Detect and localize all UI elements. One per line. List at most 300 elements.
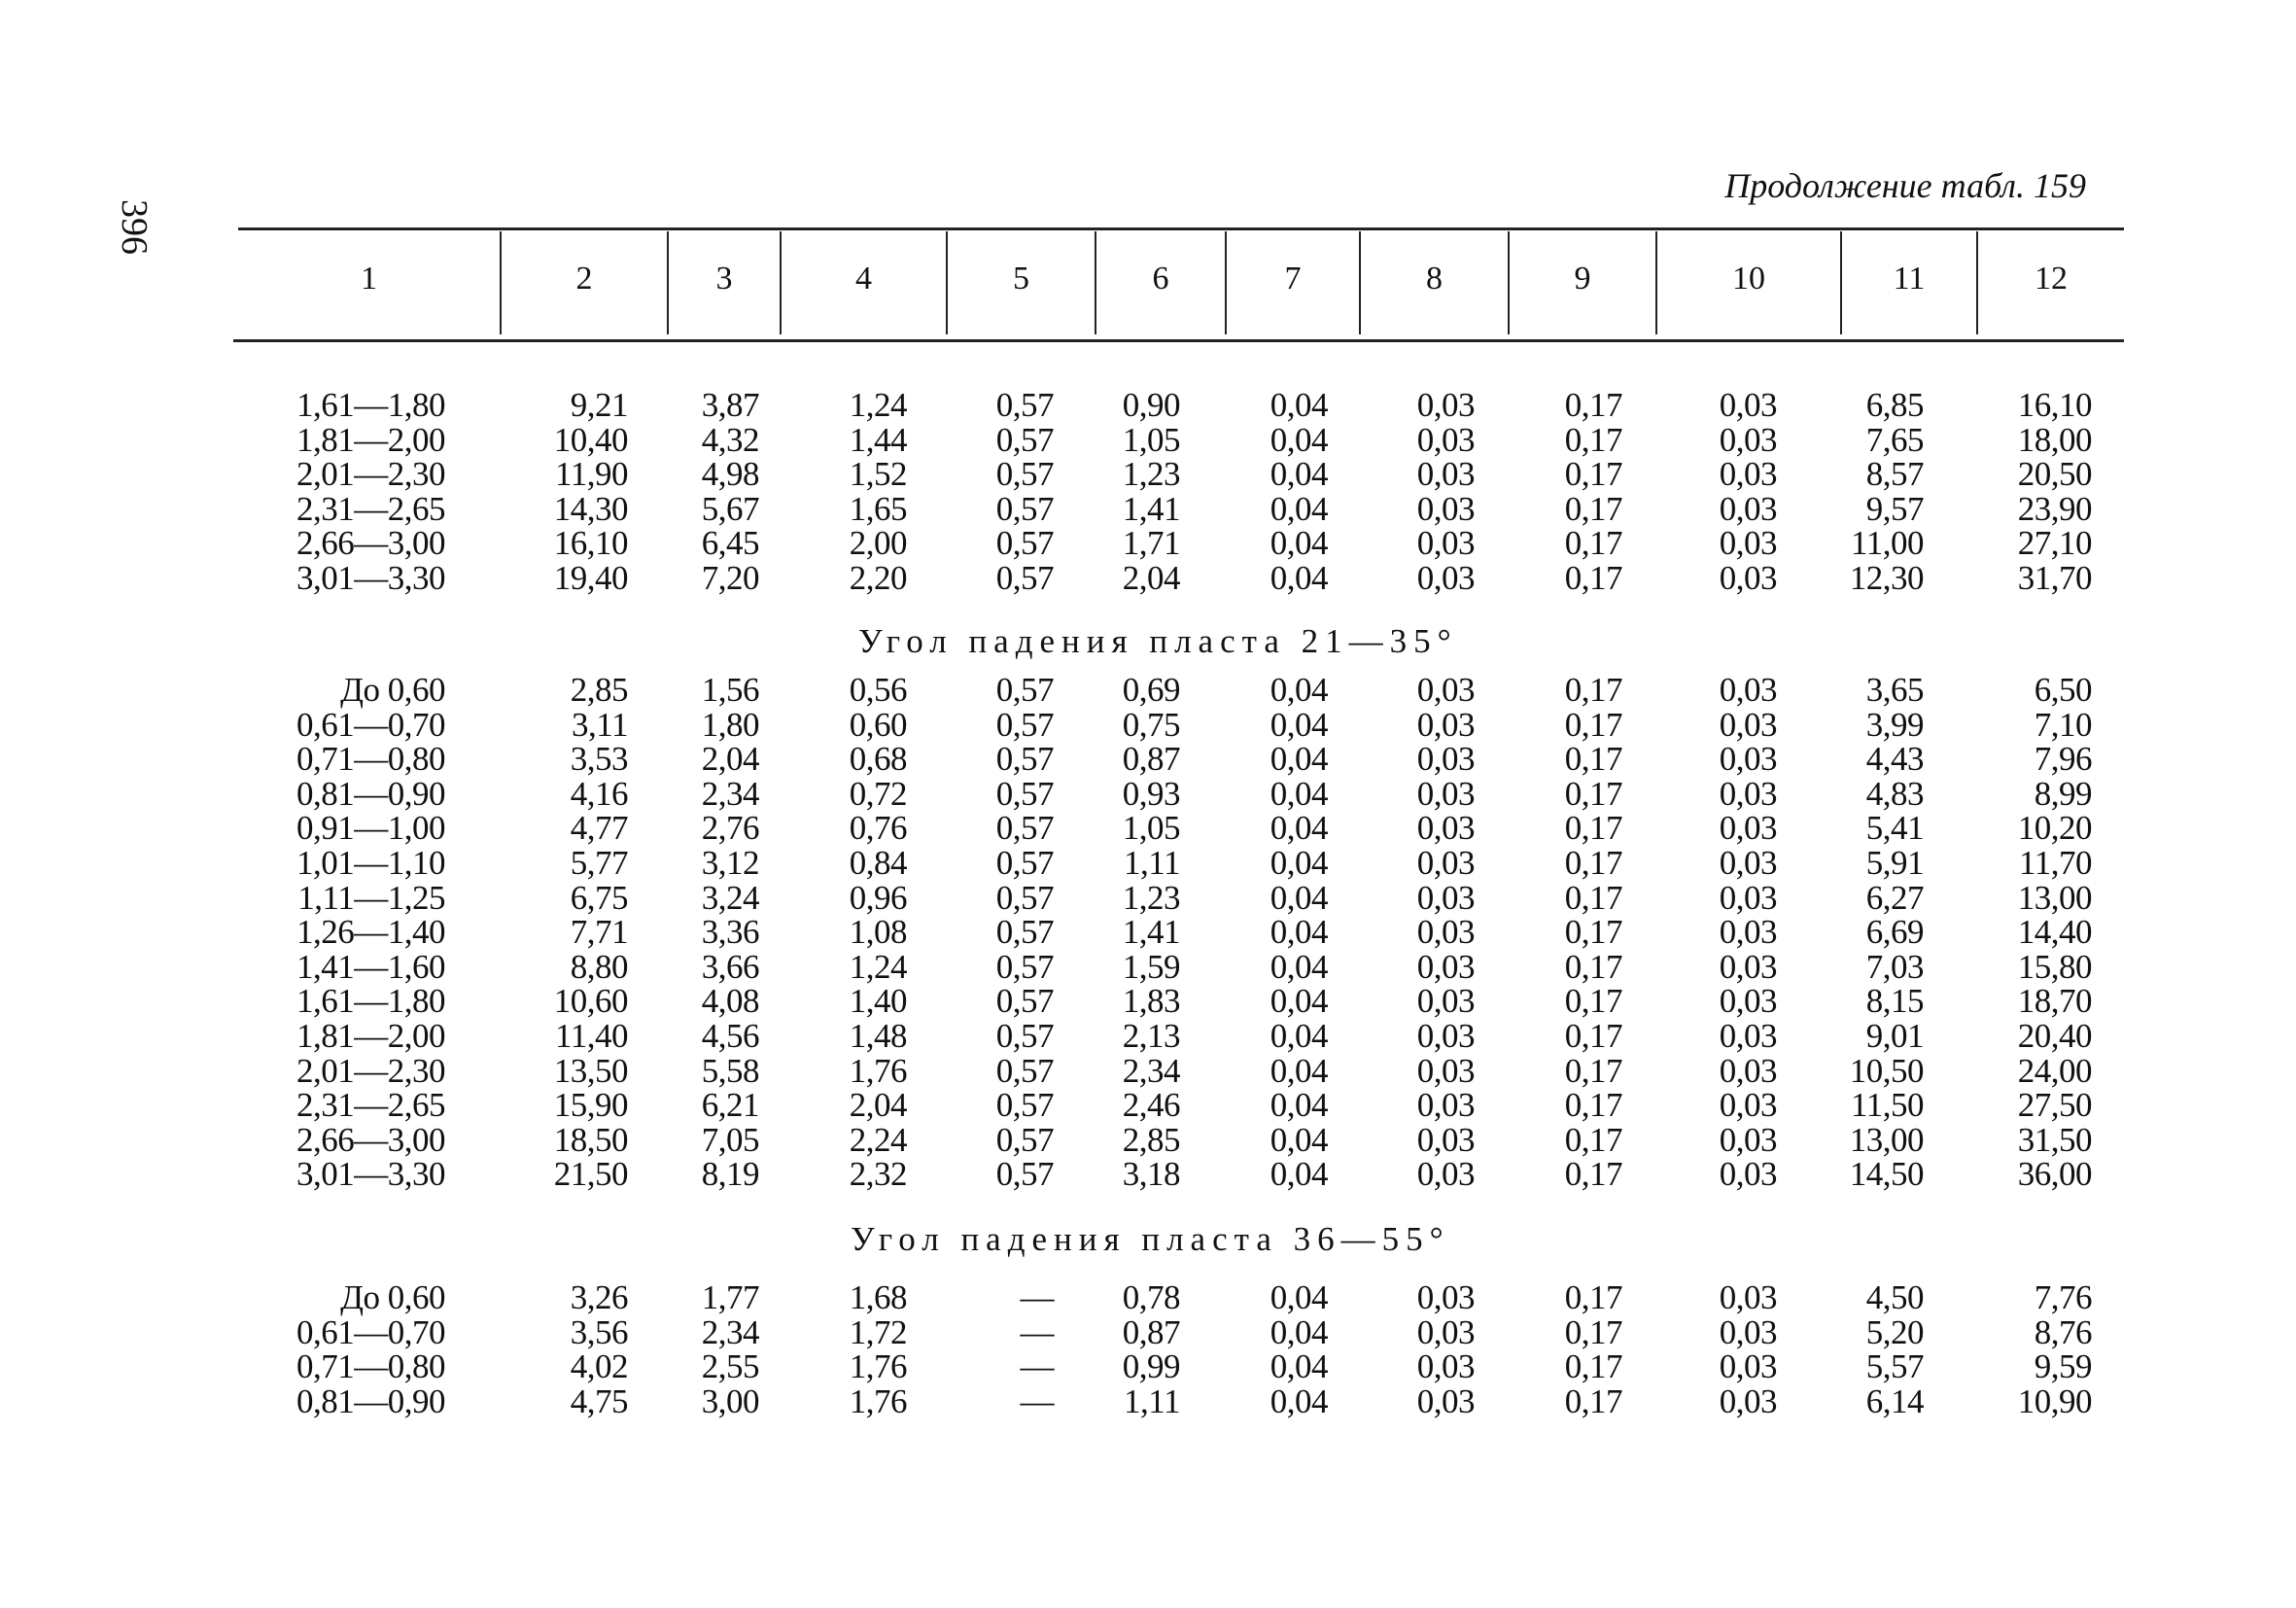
table-cell-col-11: 5,41 bbox=[1865, 809, 1924, 848]
table-cell-col-2: 6,75 bbox=[570, 878, 628, 917]
table-cell-col-12: 7,96 bbox=[2034, 740, 2092, 779]
table-cell-col-6: 0,93 bbox=[1122, 774, 1180, 813]
table-cell-col-11: 11,00 bbox=[1851, 524, 1924, 563]
table-cell-col-7: 0,04 bbox=[1270, 705, 1328, 744]
table-cell-col-10: 0,03 bbox=[1719, 1312, 1777, 1351]
table-cell-col-4: 1,48 bbox=[849, 1017, 907, 1055]
table-cell-col-11: 13,00 bbox=[1849, 1120, 1924, 1159]
table-cell-col-4: 1,72 bbox=[849, 1312, 907, 1351]
table-cell-col-8: 0,03 bbox=[1416, 1086, 1475, 1125]
column-header-9: 9 bbox=[1574, 261, 1591, 297]
column-header-6: 6 bbox=[1152, 261, 1169, 297]
table-cell-col-1: 2,66—3,00 bbox=[296, 1120, 445, 1159]
table-cell-col-2: 3,11 bbox=[572, 705, 628, 744]
table-cell-col-9: 0,17 bbox=[1564, 559, 1622, 597]
table-cell-col-4: 0,72 bbox=[849, 774, 907, 813]
table-cell-col-1: 1,81—2,00 bbox=[296, 420, 445, 459]
table-cell-col-12: 11,70 bbox=[2019, 844, 2092, 882]
table-cell-col-9: 0,17 bbox=[1564, 671, 1622, 709]
table-cell-col-2: 2,85 bbox=[570, 671, 628, 709]
table-cell-col-3: 2,04 bbox=[701, 740, 759, 779]
table-cell-col-1: 1,61—1,80 bbox=[296, 386, 445, 424]
table-cell-col-10: 0,03 bbox=[1719, 1381, 1777, 1420]
table-cell-col-10: 0,03 bbox=[1719, 740, 1777, 779]
table-cell-col-7: 0,04 bbox=[1270, 1086, 1328, 1125]
table-cell-col-2: 3,26 bbox=[570, 1278, 628, 1316]
table-cell-col-3: 8,19 bbox=[701, 1155, 759, 1194]
table-cell-col-9: 0,17 bbox=[1564, 1278, 1622, 1316]
table-cell-col-8: 0,03 bbox=[1416, 1381, 1475, 1420]
table-cell-col-4: 2,24 bbox=[849, 1120, 907, 1159]
table-cell-col-3: 5,58 bbox=[701, 1051, 759, 1090]
table-cell-col-12: 36,00 bbox=[2017, 1155, 2092, 1194]
table-cell-col-1: До 0,60 bbox=[340, 671, 445, 709]
table-cell-col-10: 0,03 bbox=[1719, 524, 1777, 563]
table-cell-col-3: 4,56 bbox=[701, 1017, 759, 1055]
column-header-8: 8 bbox=[1426, 261, 1443, 297]
table-cell-col-8: 0,03 bbox=[1416, 1312, 1475, 1351]
table-cell-col-2: 4,02 bbox=[570, 1347, 628, 1386]
table-cell-col-10: 0,03 bbox=[1719, 1086, 1777, 1125]
table-cell-col-9: 0,17 bbox=[1564, 489, 1622, 528]
table-cell-col-2: 8,80 bbox=[570, 947, 628, 986]
table-cell-col-2: 16,10 bbox=[553, 524, 628, 563]
table-cell-col-3: 4,98 bbox=[701, 455, 759, 494]
table-cell-col-8: 0,03 bbox=[1416, 1278, 1475, 1316]
table-row bbox=[0, 774, 2296, 813]
table-cell-col-7: 0,04 bbox=[1270, 489, 1328, 528]
table-cell-col-10: 0,03 bbox=[1719, 1017, 1777, 1055]
table-row bbox=[0, 1312, 2296, 1351]
table-cell-col-5: 0,57 bbox=[995, 1051, 1054, 1090]
table-cell-col-10: 0,03 bbox=[1719, 1155, 1777, 1194]
table-cell-col-8: 0,03 bbox=[1416, 386, 1475, 424]
table-cell-col-2: 4,75 bbox=[570, 1381, 628, 1420]
table-row bbox=[0, 844, 2296, 882]
table-cell-col-5: 0,57 bbox=[995, 489, 1054, 528]
table-cell-col-10: 0,03 bbox=[1719, 455, 1777, 494]
column-header-2: 2 bbox=[575, 261, 593, 297]
column-header-1: 1 bbox=[361, 261, 377, 297]
table-cell-col-12: 27,10 bbox=[2017, 524, 2092, 563]
table-cell-col-9: 0,17 bbox=[1564, 524, 1622, 563]
section-title-36-55: Угол падения пласта 36—55° bbox=[851, 1220, 1450, 1258]
table-cell-col-7: 0,04 bbox=[1270, 913, 1328, 952]
table-cell-col-3: 2,34 bbox=[701, 774, 759, 813]
table-row bbox=[0, 1381, 2296, 1420]
table-cell-col-2: 13,50 bbox=[553, 1051, 628, 1090]
table-cell-col-6: 3,18 bbox=[1122, 1155, 1180, 1194]
table-cell-col-9: 0,17 bbox=[1564, 878, 1622, 917]
table-row bbox=[0, 455, 2296, 494]
table-cell-col-10: 0,03 bbox=[1719, 878, 1777, 917]
table-cell-col-5: 0,57 bbox=[995, 455, 1054, 494]
table-cell-col-9: 0,17 bbox=[1564, 740, 1622, 779]
table-cell-col-11: 9,01 bbox=[1865, 1017, 1924, 1055]
table-cell-col-8: 0,03 bbox=[1416, 947, 1475, 986]
table-cell-col-5: 0,57 bbox=[995, 1017, 1054, 1055]
column-header-3: 3 bbox=[715, 261, 733, 297]
table-cell-col-12: 8,99 bbox=[2034, 774, 2092, 813]
table-row bbox=[0, 1278, 2296, 1316]
section-title-21-35: Угол падения пласта 21—35° bbox=[858, 622, 1458, 660]
table-row bbox=[0, 740, 2296, 779]
table-cell-col-1: 0,61—0,70 bbox=[296, 705, 445, 744]
table-row bbox=[0, 420, 2296, 459]
table-cell-col-12: 7,10 bbox=[2034, 705, 2092, 744]
table-cell-col-7: 0,04 bbox=[1270, 386, 1328, 424]
table-cell-col-3: 2,34 bbox=[701, 1312, 759, 1351]
table-cell-col-2: 7,71 bbox=[570, 913, 628, 952]
table-cell-col-8: 0,03 bbox=[1416, 1051, 1475, 1090]
table-cell-col-9: 0,17 bbox=[1564, 1051, 1622, 1090]
table-row bbox=[0, 671, 2296, 709]
table-cell-col-2: 11,40 bbox=[555, 1017, 628, 1055]
table-cell-col-2: 11,90 bbox=[555, 455, 628, 494]
table-cell-col-3: 3,12 bbox=[701, 844, 759, 882]
table-cell-col-6: 1,11 bbox=[1124, 1381, 1180, 1420]
table-row bbox=[0, 559, 2296, 597]
table-row bbox=[0, 1086, 2296, 1125]
table-cell-col-12: 31,70 bbox=[2017, 559, 2092, 597]
table-cell-col-7: 0,04 bbox=[1270, 420, 1328, 459]
table-cell-col-9: 0,17 bbox=[1564, 809, 1622, 848]
table-cell-col-5: 0,57 bbox=[995, 982, 1054, 1021]
table-cell-col-6: 1,41 bbox=[1122, 489, 1180, 528]
table-cell-col-12: 18,00 bbox=[2017, 420, 2092, 459]
table-cell-col-4: 1,76 bbox=[849, 1051, 907, 1090]
table-cell-col-7: 0,04 bbox=[1270, 671, 1328, 709]
table-cell-col-10: 0,03 bbox=[1719, 1347, 1777, 1386]
table-cell-col-4: 1,52 bbox=[849, 455, 907, 494]
table-cell-col-11: 10,50 bbox=[1849, 1051, 1924, 1090]
table-cell-col-3: 3,87 bbox=[701, 386, 759, 424]
table-cell-col-2: 3,56 bbox=[570, 1312, 628, 1351]
column-header-12: 12 bbox=[2035, 261, 2068, 297]
table-cell-col-4: 2,32 bbox=[849, 1155, 907, 1194]
table-cell-col-6: 0,87 bbox=[1122, 740, 1180, 779]
table-cell-col-5: 0,57 bbox=[995, 1155, 1054, 1194]
table-cell-col-2: 10,60 bbox=[553, 982, 628, 1021]
table-cell-col-9: 0,17 bbox=[1564, 844, 1622, 882]
table-cell-col-8: 0,03 bbox=[1416, 878, 1475, 917]
table-cell-col-7: 0,04 bbox=[1270, 878, 1328, 917]
table-cell-col-6: 0,78 bbox=[1122, 1278, 1180, 1316]
table-cell-col-8: 0,03 bbox=[1416, 1017, 1475, 1055]
table-cell-col-6: 1,23 bbox=[1122, 455, 1180, 494]
table-row bbox=[0, 1120, 2296, 1159]
table-row bbox=[0, 386, 2296, 424]
table-cell-col-5: 0,57 bbox=[995, 420, 1054, 459]
table-cell-col-3: 3,24 bbox=[701, 878, 759, 917]
table-cell-col-2: 21,50 bbox=[553, 1155, 628, 1194]
table-cell-col-10: 0,03 bbox=[1719, 420, 1777, 459]
table-cell-col-11: 8,15 bbox=[1865, 982, 1924, 1021]
table-cell-col-11: 3,99 bbox=[1865, 705, 1924, 744]
table-cell-col-10: 0,03 bbox=[1719, 1120, 1777, 1159]
table-cell-col-1: До 0,60 bbox=[340, 1278, 445, 1316]
table-cell-col-12: 27,50 bbox=[2017, 1086, 2092, 1125]
table-cell-col-11: 3,65 bbox=[1865, 671, 1924, 709]
table-cell-col-5: — bbox=[1020, 1347, 1054, 1386]
table-cell-col-10: 0,03 bbox=[1719, 1051, 1777, 1090]
table-cell-col-6: 2,85 bbox=[1122, 1120, 1180, 1159]
table-cell-col-1: 0,61—0,70 bbox=[296, 1312, 445, 1351]
table-row bbox=[0, 1347, 2296, 1386]
table-cell-col-10: 0,03 bbox=[1719, 982, 1777, 1021]
table-cell-col-3: 1,77 bbox=[701, 1278, 759, 1316]
table-cell-col-3: 3,00 bbox=[701, 1381, 759, 1420]
table-cell-col-8: 0,03 bbox=[1416, 1155, 1475, 1194]
table-cell-col-1: 1,61—1,80 bbox=[296, 982, 445, 1021]
column-header-4: 4 bbox=[855, 261, 872, 297]
table-cell-col-3: 7,05 bbox=[701, 1120, 759, 1159]
table-cell-col-6: 1,41 bbox=[1122, 913, 1180, 952]
table-row bbox=[0, 489, 2296, 528]
table-cell-col-4: 0,96 bbox=[849, 878, 907, 917]
table-cell-col-8: 0,03 bbox=[1416, 705, 1475, 744]
table-cell-col-9: 0,17 bbox=[1564, 1120, 1622, 1159]
table-cell-col-10: 0,03 bbox=[1719, 559, 1777, 597]
table-cell-col-7: 0,04 bbox=[1270, 740, 1328, 779]
table-cell-col-6: 0,90 bbox=[1122, 386, 1180, 424]
table-cell-col-6: 2,46 bbox=[1122, 1086, 1180, 1125]
table-cell-col-4: 0,60 bbox=[849, 705, 907, 744]
table-cell-col-12: 23,90 bbox=[2017, 489, 2092, 528]
table-cell-col-8: 0,03 bbox=[1416, 455, 1475, 494]
table-cell-col-6: 1,71 bbox=[1122, 524, 1180, 563]
table-cell-col-12: 14,40 bbox=[2017, 913, 2092, 952]
header-bottom-rule bbox=[233, 339, 2124, 342]
table-cell-col-4: 1,44 bbox=[849, 420, 907, 459]
table-cell-col-7: 0,04 bbox=[1270, 455, 1328, 494]
table-row bbox=[0, 913, 2296, 952]
table-cell-col-2: 10,40 bbox=[553, 420, 628, 459]
table-cell-col-6: 2,04 bbox=[1122, 559, 1180, 597]
table-cell-col-6: 0,69 bbox=[1122, 671, 1180, 709]
table-cell-col-4: 1,76 bbox=[849, 1381, 907, 1420]
table-cell-col-9: 0,17 bbox=[1564, 705, 1622, 744]
table-cell-col-6: 2,34 bbox=[1122, 1051, 1180, 1090]
table-cell-col-7: 0,04 bbox=[1270, 1312, 1328, 1351]
table-cell-col-12: 20,50 bbox=[2017, 455, 2092, 494]
table-cell-col-1: 2,31—2,65 bbox=[296, 489, 445, 528]
table-cell-col-8: 0,03 bbox=[1416, 982, 1475, 1021]
table-cell-col-5: 0,57 bbox=[995, 705, 1054, 744]
table-cell-col-1: 1,01—1,10 bbox=[296, 844, 445, 882]
table-caption: Продолжение табл. 159 bbox=[1724, 166, 2086, 205]
table-cell-col-2: 19,40 bbox=[553, 559, 628, 597]
table-cell-col-7: 0,04 bbox=[1270, 844, 1328, 882]
table-cell-col-7: 0,04 bbox=[1270, 1017, 1328, 1055]
table-cell-col-6: 1,05 bbox=[1122, 809, 1180, 848]
table-cell-col-3: 5,67 bbox=[701, 489, 759, 528]
table-cell-col-2: 4,77 bbox=[570, 809, 628, 848]
table-cell-col-11: 6,27 bbox=[1865, 878, 1924, 917]
table-row bbox=[0, 1155, 2296, 1194]
table-cell-col-12: 16,10 bbox=[2017, 386, 2092, 424]
table-cell-col-10: 0,03 bbox=[1719, 947, 1777, 986]
table-cell-col-10: 0,03 bbox=[1719, 386, 1777, 424]
table-cell-col-11: 6,14 bbox=[1865, 1381, 1924, 1420]
table-cell-col-5: 0,57 bbox=[995, 774, 1054, 813]
table-cell-col-8: 0,03 bbox=[1416, 420, 1475, 459]
table-cell-col-6: 2,13 bbox=[1122, 1017, 1180, 1055]
table-cell-col-8: 0,03 bbox=[1416, 1120, 1475, 1159]
table-cell-col-5: 0,57 bbox=[995, 1086, 1054, 1125]
table-cell-col-10: 0,03 bbox=[1719, 489, 1777, 528]
table-cell-col-1: 0,71—0,80 bbox=[296, 1347, 445, 1386]
table-cell-col-6: 0,87 bbox=[1122, 1312, 1180, 1351]
table-cell-col-4: 2,04 bbox=[849, 1086, 907, 1125]
table-cell-col-6: 1,11 bbox=[1124, 844, 1180, 882]
table-cell-col-12: 10,20 bbox=[2017, 809, 2092, 848]
column-header-5: 5 bbox=[1013, 261, 1029, 297]
table-cell-col-12: 9,59 bbox=[2034, 1347, 2092, 1386]
table-cell-col-3: 1,80 bbox=[701, 705, 759, 744]
table-cell-col-4: 1,76 bbox=[849, 1347, 907, 1386]
table-cell-col-5: — bbox=[1020, 1381, 1054, 1420]
table-cell-col-1: 1,81—2,00 bbox=[296, 1017, 445, 1055]
table-cell-col-6: 1,83 bbox=[1122, 982, 1180, 1021]
table-cell-col-3: 2,55 bbox=[701, 1347, 759, 1386]
table-cell-col-9: 0,17 bbox=[1564, 1312, 1622, 1351]
table-cell-col-10: 0,03 bbox=[1719, 774, 1777, 813]
table-cell-col-8: 0,03 bbox=[1416, 844, 1475, 882]
table-cell-col-7: 0,04 bbox=[1270, 524, 1328, 563]
table-cell-col-12: 7,76 bbox=[2034, 1278, 2092, 1316]
table-cell-col-2: 9,21 bbox=[570, 386, 628, 424]
table-cell-col-8: 0,03 bbox=[1416, 809, 1475, 848]
table-cell-col-11: 12,30 bbox=[1849, 559, 1924, 597]
table-row bbox=[0, 1051, 2296, 1090]
table-cell-col-4: 2,20 bbox=[849, 559, 907, 597]
header-top-rule bbox=[238, 227, 2124, 230]
table-cell-col-12: 20,40 bbox=[2017, 1017, 2092, 1055]
table-cell-col-8: 0,03 bbox=[1416, 671, 1475, 709]
column-header-10: 10 bbox=[1732, 261, 1765, 297]
table-cell-col-3: 3,36 bbox=[701, 913, 759, 952]
table-cell-col-2: 4,16 bbox=[570, 774, 628, 813]
table-cell-col-1: 2,01—2,30 bbox=[296, 455, 445, 494]
table-cell-col-12: 6,50 bbox=[2034, 671, 2092, 709]
table-cell-col-9: 0,17 bbox=[1564, 455, 1622, 494]
table-cell-col-10: 0,03 bbox=[1719, 671, 1777, 709]
table-cell-col-1: 1,41—1,60 bbox=[296, 947, 445, 986]
table-cell-col-6: 1,59 bbox=[1122, 947, 1180, 986]
table-cell-col-4: 1,08 bbox=[849, 913, 907, 952]
table-cell-col-11: 4,43 bbox=[1865, 740, 1924, 779]
table-cell-col-12: 15,80 bbox=[2017, 947, 2092, 986]
table-cell-col-1: 2,01—2,30 bbox=[296, 1051, 445, 1090]
table-cell-col-12: 10,90 bbox=[2017, 1381, 2092, 1420]
table-cell-col-5: — bbox=[1020, 1278, 1054, 1316]
table-cell-col-7: 0,04 bbox=[1270, 1347, 1328, 1386]
table-cell-col-11: 11,50 bbox=[1851, 1086, 1924, 1125]
table-cell-col-11: 6,69 bbox=[1865, 913, 1924, 952]
table-cell-col-9: 0,17 bbox=[1564, 947, 1622, 986]
table-cell-col-10: 0,03 bbox=[1719, 913, 1777, 952]
table-cell-col-11: 4,50 bbox=[1865, 1278, 1924, 1316]
table-cell-col-4: 2,00 bbox=[849, 524, 907, 563]
table-cell-col-7: 0,04 bbox=[1270, 559, 1328, 597]
table-cell-col-7: 0,04 bbox=[1270, 1051, 1328, 1090]
table-cell-col-11: 6,85 bbox=[1865, 386, 1924, 424]
table-row bbox=[0, 524, 2296, 563]
table-cell-col-7: 0,04 bbox=[1270, 1381, 1328, 1420]
table-cell-col-9: 0,17 bbox=[1564, 774, 1622, 813]
table-cell-col-1: 0,81—0,90 bbox=[296, 1381, 445, 1420]
table-cell-col-5: 0,57 bbox=[995, 524, 1054, 563]
table-cell-col-5: 0,57 bbox=[995, 844, 1054, 882]
table-cell-col-1: 3,01—3,30 bbox=[296, 1155, 445, 1194]
table-cell-col-11: 7,65 bbox=[1865, 420, 1924, 459]
table-cell-col-12: 24,00 bbox=[2017, 1051, 2092, 1090]
table-cell-col-6: 1,23 bbox=[1122, 878, 1180, 917]
table-cell-col-9: 0,17 bbox=[1564, 1155, 1622, 1194]
table-cell-col-9: 0,17 bbox=[1564, 1086, 1622, 1125]
table-cell-col-2: 15,90 bbox=[553, 1086, 628, 1125]
table-cell-col-4: 1,24 bbox=[849, 947, 907, 986]
table-cell-col-4: 1,24 bbox=[849, 386, 907, 424]
table-cell-col-10: 0,03 bbox=[1719, 844, 1777, 882]
table-cell-col-11: 8,57 bbox=[1865, 455, 1924, 494]
table-cell-col-7: 0,04 bbox=[1270, 982, 1328, 1021]
table-cell-col-5: 0,57 bbox=[995, 671, 1054, 709]
table-cell-col-8: 0,03 bbox=[1416, 913, 1475, 952]
table-cell-col-8: 0,03 bbox=[1416, 559, 1475, 597]
table-cell-col-8: 0,03 bbox=[1416, 1347, 1475, 1386]
table-cell-col-3: 7,20 bbox=[701, 559, 759, 597]
table-cell-col-7: 0,04 bbox=[1270, 809, 1328, 848]
table-cell-col-5: 0,57 bbox=[995, 809, 1054, 848]
table-cell-col-5: 0,57 bbox=[995, 1120, 1054, 1159]
table-cell-col-5: — bbox=[1020, 1312, 1054, 1351]
table-cell-col-12: 8,76 bbox=[2034, 1312, 2092, 1351]
table-cell-col-6: 0,99 bbox=[1122, 1347, 1180, 1386]
table-cell-col-5: 0,57 bbox=[995, 740, 1054, 779]
table-cell-col-4: 0,68 bbox=[849, 740, 907, 779]
table-cell-col-7: 0,04 bbox=[1270, 1155, 1328, 1194]
table-cell-col-1: 1,11—1,25 bbox=[297, 878, 445, 917]
table-cell-col-8: 0,03 bbox=[1416, 740, 1475, 779]
table-cell-col-1: 1,26—1,40 bbox=[296, 913, 445, 952]
table-cell-col-1: 3,01—3,30 bbox=[296, 559, 445, 597]
table-row bbox=[0, 1017, 2296, 1055]
table-row bbox=[0, 878, 2296, 917]
table-cell-col-8: 0,03 bbox=[1416, 524, 1475, 563]
table-cell-col-5: 0,57 bbox=[995, 386, 1054, 424]
table-row bbox=[0, 705, 2296, 744]
table-cell-col-6: 1,05 bbox=[1122, 420, 1180, 459]
table-cell-col-10: 0,03 bbox=[1719, 705, 1777, 744]
table-cell-col-2: 5,77 bbox=[570, 844, 628, 882]
table-cell-col-3: 6,21 bbox=[701, 1086, 759, 1125]
table-cell-col-11: 5,91 bbox=[1865, 844, 1924, 882]
table-cell-col-9: 0,17 bbox=[1564, 1017, 1622, 1055]
page-number: 396 bbox=[114, 199, 155, 255]
table-cell-col-1: 2,66—3,00 bbox=[296, 524, 445, 563]
table-cell-col-1: 0,81—0,90 bbox=[296, 774, 445, 813]
table-cell-col-1: 0,91—1,00 bbox=[296, 809, 445, 848]
table-cell-col-4: 0,84 bbox=[849, 844, 907, 882]
table-cell-col-8: 0,03 bbox=[1416, 489, 1475, 528]
table-cell-col-6: 0,75 bbox=[1122, 705, 1180, 744]
table-cell-col-3: 2,76 bbox=[701, 809, 759, 848]
column-header-11: 11 bbox=[1893, 261, 1926, 297]
table-cell-col-11: 14,50 bbox=[1849, 1155, 1924, 1194]
table-cell-col-7: 0,04 bbox=[1270, 1278, 1328, 1316]
